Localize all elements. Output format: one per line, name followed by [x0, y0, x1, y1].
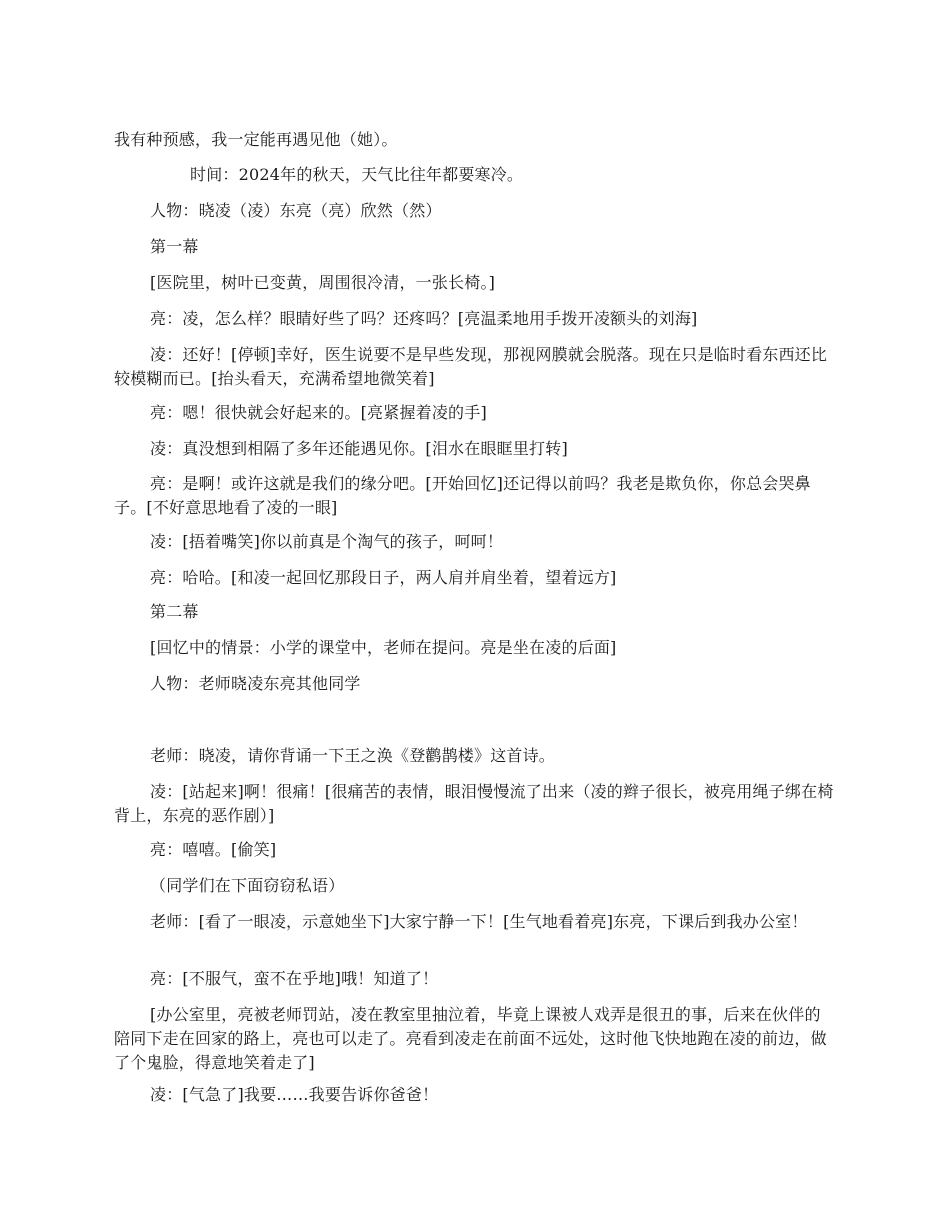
paragraph-characters: 人物：晓凌（凌）东亮（亮）欣然（然）	[150, 201, 442, 220]
dialogue-line: 亮：[不服气，蛮不在乎地]哦！知道了！	[150, 969, 439, 988]
stage-direction-classroom: [回忆中的情景：小学的课堂中，老师在提问。亮是坐在凌的后面]	[150, 638, 617, 657]
paragraph-characters-act-two: 人物：老师晓凌东亮其他同学	[150, 674, 361, 693]
stage-direction-office: [办公室里，亮被老师罚站，凌在教室里抽泣着，毕竟上课被人戏弄是很丑的事，后来在伙伴的陪同下走在回家的路上，亮也可以走了。亮看到凌走在前面不远处，这时他飞快地跑在凌的前边，做了个鬼脸，得意地笑着走了]	[114, 1005, 827, 1072]
dialogue-line: 老师：晓凌，请你背诵一下王之涣《登鹳鹊楼》这首诗。	[150, 746, 556, 765]
dialogue-line: 亮：是啊！或许这就是我们的缘分吧。[开始回忆]还记得以前吗？我老是欺负你，你总会哭鼻子。[不好意思地看了凌的一眼]	[114, 474, 811, 517]
paragraph-time: 时间：2024年的秋天，天气比往年都要寒冷。	[190, 165, 524, 184]
dialogue-line: 老师：[看了一眼凌，示意她坐下]大家宁静一下！[生气地看着亮]东亮，下课后到我办公室！	[150, 912, 808, 931]
dialogue-line: 凌：还好！[停顿]幸好，医生说要不是早些发现，那视网膜就会脱落。现在只是临时看东西还比较模糊而已。[抬头看天，充满希望地微笑着]	[114, 345, 828, 388]
dialogue-line: 凌：[气急了]我要……我要告诉你爸爸！	[150, 1085, 439, 1104]
paragraph-intro: 我有种预感，我一定能再遇见他（她）。	[114, 130, 398, 149]
dialogue-line: 亮：嗯！很快就会好起来的。[亮紧握着凌的手]	[150, 403, 487, 422]
act-one-heading: 第一幕	[150, 237, 199, 256]
dialogue-line: 凌：[站起来]啊！很痛！[很痛苦的表情，眼泪慢慢流了出来（凌的辫子很长，被亮用绳子绑在椅背上，东亮的恶作剧）]	[114, 782, 834, 825]
dialogue-line: 凌：真没想到相隔了多年还能遇见你。[泪水在眼眶里打转]	[150, 439, 568, 458]
dialogue-line: 亮：哈哈。[和凌一起回忆那段日子，两人肩并肩坐着，望着远方]	[150, 568, 617, 587]
stage-direction-whisper: （同学们在下面窃窃私语）	[150, 876, 345, 895]
dialogue-line: 亮：凌，怎么样？眼睛好些了吗？还疼吗？[亮温柔地用手拨开凌额头的刘海]	[150, 309, 698, 328]
act-two-heading: 第二幕	[150, 602, 199, 621]
dialogue-line: 凌：[捂着嘴笑]你以前真是个淘气的孩子，呵呵！	[150, 532, 504, 551]
dialogue-line: 亮：嘻嘻。[偷笑]	[150, 840, 277, 859]
stage-direction-hospital: [医院里，树叶已变黄，周围很冷清，一张长椅。]	[150, 273, 496, 292]
